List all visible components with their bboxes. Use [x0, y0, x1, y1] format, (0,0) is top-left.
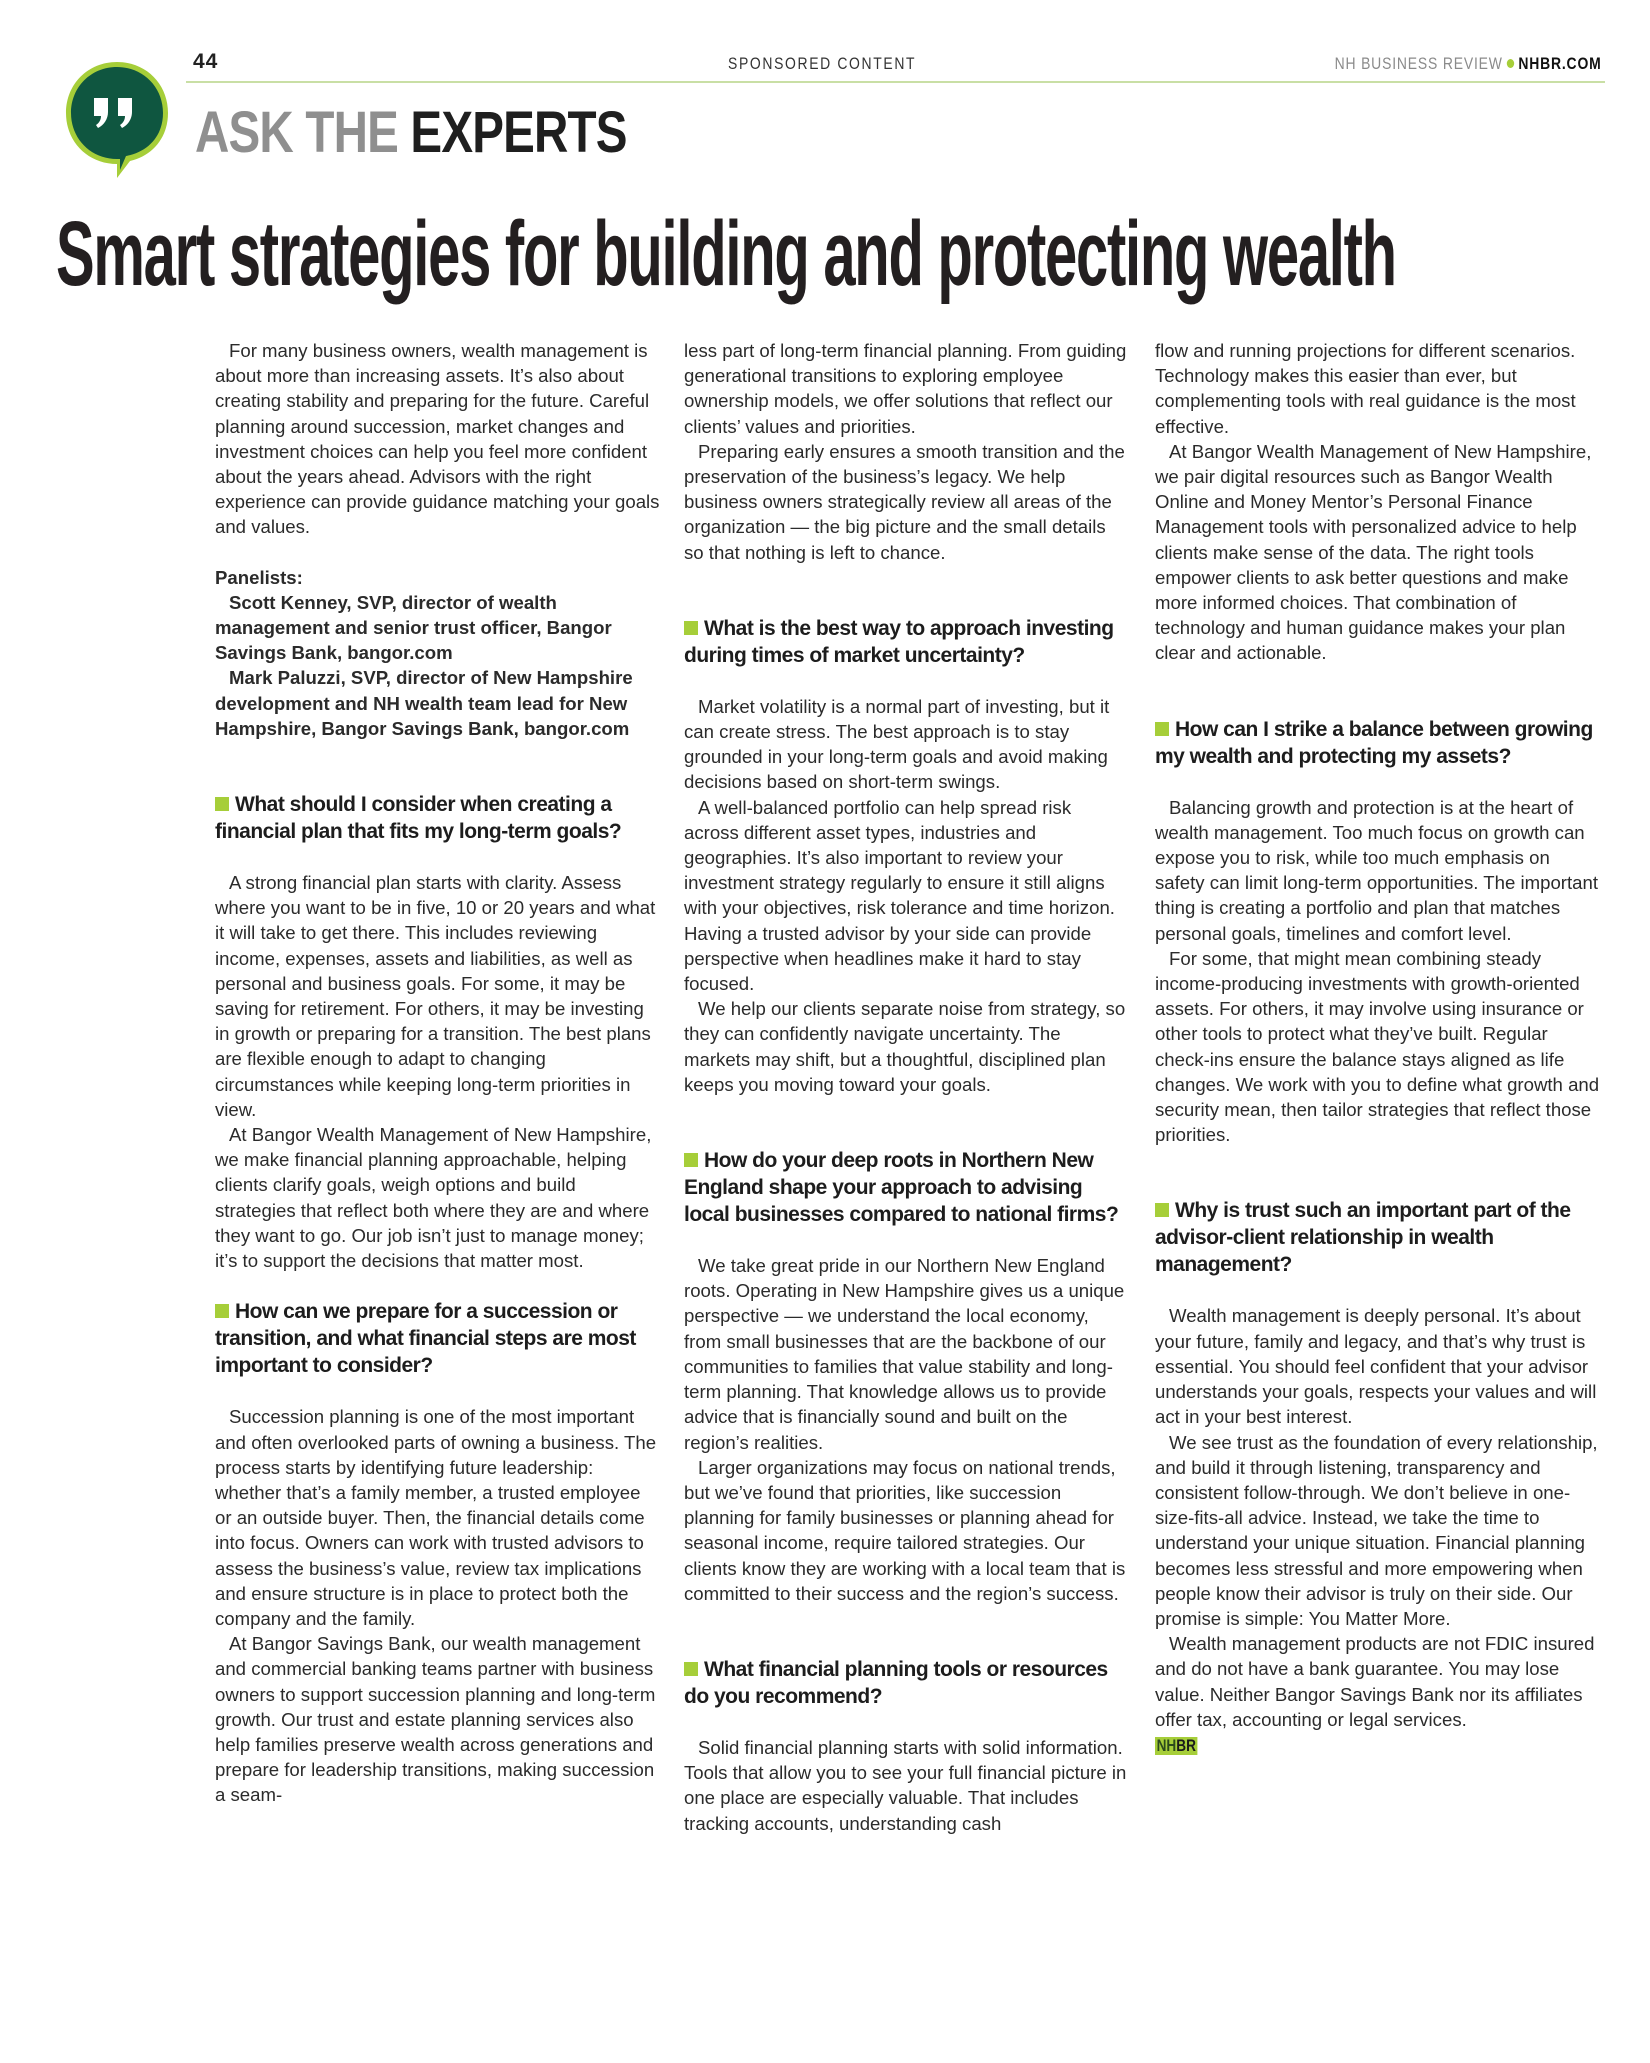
section-label: SPONSORED CONTENT — [728, 54, 917, 73]
square-bullet-icon — [215, 1304, 229, 1318]
square-bullet-icon — [1155, 722, 1169, 736]
disclaimer-paragraph: Wealth management products are not FDIC insured and do not have a bank guarantee. You may lose value. Neither Bangor Savings Bank nor its affiliates offer tax, accounting or legal services. — [1155, 1633, 1595, 1730]
intro-paragraph: For many business owners, wealth management is about more than increasing assets. It’s also about creating stability and preparing for the future. Careful planning around succession, market changes and investment choices can help you feel more confident about the years ahead. Advisors with the right experience can provide guidance matching your goals and values. — [215, 340, 660, 538]
answer-paragraph: At Bangor Wealth Management of New Hampshire, we pair digital resources such as Bangor Wealth Online and Money Mentor’s Personal Finance Management tools with personalized advice to help clients make sense of the data. The right tools empower clients to ask better questions and make more informed choices. That combination of technology and human guidance makes your plan clear and actionable. — [1155, 440, 1592, 664]
panelist-item: Mark Paluzzi, SVP, director of New Hampshire development and NH wealth team lead for New Hampshire, Bangor Savings Bank, bangor.com — [215, 667, 633, 739]
square-bullet-icon — [1155, 1203, 1169, 1217]
quote-bubble-icon — [62, 58, 172, 180]
article-column-1 — [215, 338, 660, 1808]
answer-paragraph-continued: flow and running projections for different scenarios. Technology makes this easier than ever, but complementing tools with real guidance is the most effective. — [1155, 340, 1576, 437]
panelists-block — [215, 565, 660, 741]
answer-paragraph: We see trust as the foundation of every relationship, and build it through listening, transparency and consistent follow-through. We don’t believe in one-size-fits-all advice. Instead, we take the time to understand your unique situation. Financial planning becomes less stressful and more empowering when people know their advisor is truly on their side. Our promise is simple: You Matter More. — [1155, 1431, 1598, 1629]
answer-paragraph: For some, that might mean combining steady income-producing investments with growth-oriented assets. For others, it may involve using insurance or other tools to protect what they’ve built. Regular check-ins ensure the balance stays aligned as life changes. We work with you to define what growth and security mean, then tailor strategies that reflect those priorities. — [1155, 947, 1600, 1146]
page-number: 44 — [193, 50, 219, 73]
question-heading: What financial planning tools or resources do you recommend? — [684, 1657, 1108, 1708]
answer-paragraph: A well-balanced portfolio can help spread risk across different asset types, industries and geographies. It’s also important to review your investment strategy regularly to ensure it still aligns with your objectives, risk tolerance and time horizon. Having a trusted advisor by your side can provide perspective when headlines make it hard to stay focused. — [684, 796, 1115, 995]
question-heading: What is the best way to approach investing during times of market uncertainty? — [684, 616, 1114, 667]
question-heading: How can I strike a balance between growing my wealth and protecting my assets? — [1155, 717, 1593, 768]
question-heading: Why is trust such an important part of the advisor-client relationship in wealth management? — [1155, 1199, 1571, 1277]
question-heading: How do your deep roots in Northern New England shape your approach to advising local businesses compared to national firms? — [684, 1149, 1119, 1227]
article-headline: Smart strategies for building and protecting wealth — [56, 203, 1396, 305]
square-bullet-icon — [215, 797, 229, 811]
square-bullet-icon — [684, 1662, 698, 1676]
publication-folio — [1335, 54, 1602, 74]
kicker-ask-the: ASK THE — [195, 100, 399, 165]
answer-paragraph: A strong financial plan starts with clarity. Assess where you want to be in five, 10 or 20 years and what it will take to get there. This includes reviewing income, expenses, assets and liabilities, as well as personal and business goals. For some, it may be saving for retirement. For others, it may be investing in growth or preparing for a transition. The best plans are flexible enough to adapt to changing circumstances while keeping long-term priorities in view. — [215, 872, 656, 1120]
answer-paragraph: Balancing growth and protection is at the heart of wealth management. Too much focus on growth can expose you to risk, while too much emphasis on safety can limit long-term opportunities. The important thing is creating a portfolio and plan that matches personal goals, timelines and comfort level. — [1155, 796, 1599, 944]
article-column-3 — [1155, 338, 1600, 1757]
answer-paragraph: We take great pride in our Northern New England roots. Operating in New Hampshire gives us a unique perspective — we understand the local economy, from small businesses that are the backbone of our communities to families that value stability and long-term planning. That knowledge allows us to provide advice that is financially sound and built on the region’s realities. — [684, 1255, 1125, 1453]
kicker-experts: EXPERTS — [410, 100, 627, 165]
answer-paragraph: Larger organizations may focus on national trends, but we’ve found that priorities, like succession planning for family businesses or planning ahead for seasonal income, require tailored strategies. Our clients know they are working with a local team that is committed to their success and the region’s success. — [684, 1456, 1126, 1604]
answer-paragraph: Solid financial planning starts with solid information. Tools that allow you to see your full financial picture in one place are especially valuable. That includes tracking accounts, understanding cash — [684, 1736, 1127, 1834]
answer-paragraph: At Bangor Wealth Management of New Hampshire, we make financial planning approachable, helping clients clarify goals, weigh options and build strategies that reflect both where they are and where they want to go. Our job isn’t just to manage money; it’s to support the decisions that matter most. — [215, 1124, 652, 1272]
question-heading: How can we prepare for a succession or transition, and what financial steps are most important to consider? — [215, 1300, 636, 1378]
answer-paragraph: We help our clients separate noise from strategy, so they can confidently navigate uncertainty. The markets may shift, but a thoughtful, disciplined plan keeps you moving toward your goals. — [684, 998, 1126, 1095]
answer-paragraph: Succession planning is one of the most important and often overlooked parts of owning a business. The process starts by identifying future leadership: whether that’s a family member, a trusted employee or an outside buyer. Then, the financial details come into focus. Owners can work with trusted advisors to assess the business’s value, review tax implications and ensure structure is in place to protect both the company and the family. — [215, 1406, 657, 1629]
nhbr-end-logo: NHBR — [1156, 1735, 1196, 1755]
answer-paragraph-continued: less part of long-term financial planning. From guiding generational transitions to exploring employee ownership models, we offer solutions that reflect our clients’ values and priorities. — [684, 340, 1127, 437]
square-bullet-icon — [684, 1153, 698, 1167]
publication-name: NH BUSINESS REVIEW — [1335, 54, 1504, 73]
square-bullet-icon — [684, 621, 698, 635]
answer-paragraph: Market volatility is a normal part of investing, but it can create stress. The best approach is to stay grounded in your long-term goals and avoid making decisions based on short-term swings. — [684, 695, 1110, 793]
panelists-label: Panelists: — [215, 566, 303, 588]
answer-paragraph: Wealth management is deeply personal. It’s about your future, family and legacy, and that’s why trust is essential. You should feel confident that your advisor understands your goals, respects your values and will act in your best interest. — [1155, 1305, 1597, 1428]
section-kicker — [195, 100, 627, 165]
question-heading: What should I consider when creating a financial plan that fits my long-term goals? — [215, 793, 622, 844]
publication-site-link[interactable]: NHBR.COM — [1518, 54, 1602, 73]
header-rule — [186, 81, 1605, 83]
article-column-2 — [684, 338, 1129, 1836]
answer-paragraph: At Bangor Savings Bank, our wealth management and commercial banking teams partner with business owners to support succession planning and long-term growth. Our trust and estate planning services also help families preserve wealth across generations and prepare for leadership transitions, making succession a seam- — [215, 1633, 656, 1806]
panelist-item: Scott Kenney, SVP, director of wealth management and senior trust officer, Bangor Savings Bank, bangor.com — [215, 591, 612, 664]
bullet-dot-icon — [1507, 59, 1514, 68]
answer-paragraph: Preparing early ensures a smooth transition and the preservation of the business’s legacy. We help business owners strategically review all areas of the organization — the big picture and the small details so that nothing is left to chance. — [684, 440, 1125, 563]
